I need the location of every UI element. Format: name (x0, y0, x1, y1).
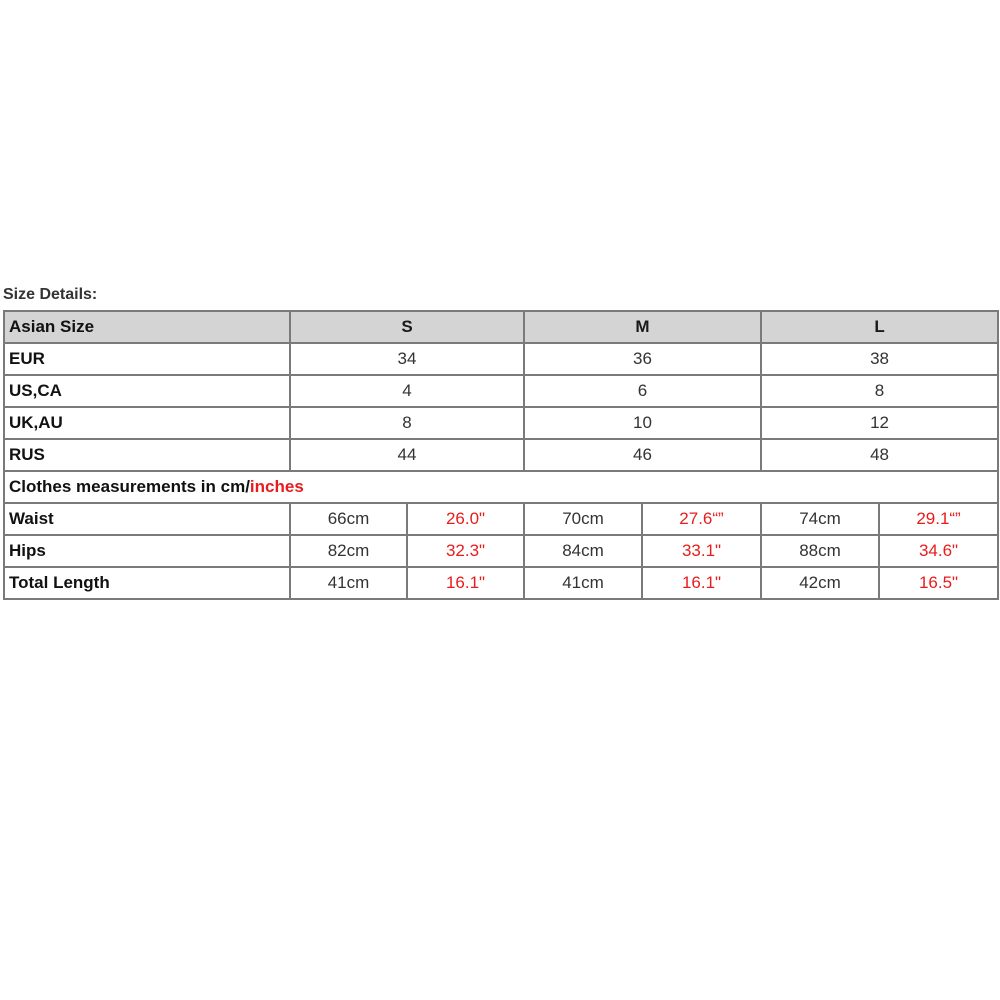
table-cell: 38 (761, 343, 998, 375)
section-prefix: Clothes measurements in cm/ (9, 477, 250, 496)
cm-cell: 88cm (761, 535, 879, 567)
table-cell: 44 (290, 439, 524, 471)
inch-cell: 34.6" (879, 535, 998, 567)
inch-cell: 16.1" (407, 567, 524, 599)
inch-cell: 26.0" (407, 503, 524, 535)
table-cell: 8 (761, 375, 998, 407)
row-label: US,CA (4, 375, 290, 407)
table-row (4, 567, 998, 599)
table-row (4, 375, 998, 407)
table-cell: 12 (761, 407, 998, 439)
cm-cell: 74cm (761, 503, 879, 535)
section-row (4, 471, 998, 503)
section-accent: inches (249, 477, 304, 496)
section-heading (4, 471, 998, 503)
table-row (4, 503, 998, 535)
row-label: Waist (4, 503, 290, 535)
table-cell: 6 (524, 375, 761, 407)
table-row (4, 407, 998, 439)
row-label: Total Length (4, 567, 290, 599)
size-m-header: M (524, 311, 761, 343)
size-l-header: L (761, 311, 998, 343)
row-label: RUS (4, 439, 290, 471)
table-cell: 4 (290, 375, 524, 407)
inch-cell: 16.1" (642, 567, 761, 599)
table-cell: 36 (524, 343, 761, 375)
page-title: Size Details: (3, 286, 98, 303)
inch-cell: 29.1“” (879, 503, 998, 535)
cm-cell: 84cm (524, 535, 642, 567)
table-cell: 10 (524, 407, 761, 439)
cm-cell: 42cm (761, 567, 879, 599)
row-label: EUR (4, 343, 290, 375)
inch-cell: 32.3" (407, 535, 524, 567)
cm-cell: 70cm (524, 503, 642, 535)
cm-cell: 41cm (524, 567, 642, 599)
table-cell: 46 (524, 439, 761, 471)
size-table (3, 310, 999, 600)
inch-cell: 27.6“” (642, 503, 761, 535)
header-row (4, 311, 998, 343)
table-row (4, 535, 998, 567)
table-cell: 34 (290, 343, 524, 375)
row-label: Hips (4, 535, 290, 567)
table-row (4, 439, 998, 471)
cm-cell: 41cm (290, 567, 407, 599)
table-cell: 8 (290, 407, 524, 439)
inch-cell: 33.1" (642, 535, 761, 567)
header-label: Asian Size (4, 311, 290, 343)
size-s-header: S (290, 311, 524, 343)
cm-cell: 82cm (290, 535, 407, 567)
row-label: UK,AU (4, 407, 290, 439)
table-cell: 48 (761, 439, 998, 471)
inch-cell: 16.5" (879, 567, 998, 599)
table-row (4, 343, 998, 375)
cm-cell: 66cm (290, 503, 407, 535)
